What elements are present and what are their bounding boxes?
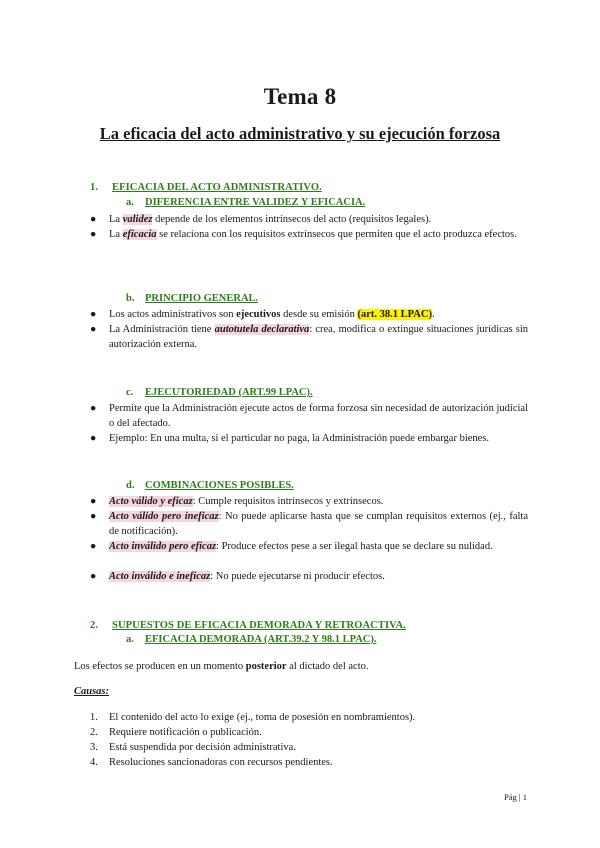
subsection-2a-heading — [126, 634, 377, 645]
bullet-item: ● La validez depende de los elementos intrínsecos del acto (requisitos legales). — [90, 212, 528, 227]
list-item: 3. Está suspendida por decisión administrativa. — [90, 742, 296, 753]
subsection-letter: b. — [126, 293, 135, 304]
highlight: eficacia — [122, 229, 157, 240]
highlight: Acto válido y eficaz — [109, 496, 193, 507]
paragraph: Los efectos se producen en un momento posterior al dictado del acto. — [74, 661, 369, 672]
section-1-heading — [90, 182, 322, 193]
highlight: (art. 38.1 LPAC) — [357, 309, 432, 320]
bullet-icon: ● — [90, 229, 97, 240]
bullet-item: ● Permite que la Administración ejecute actos de forma forzosa sin necesidad de autorización judicial o del afectado. — [90, 403, 528, 430]
bullet-icon: ● — [90, 309, 97, 320]
causas-label: Causas: — [74, 686, 110, 697]
list-item: 4. Resoluciones sancionadoras con recursos pendientes. — [90, 757, 333, 768]
subsection-letter: a. — [126, 197, 134, 208]
section-label: SUPUESTOS DE EFICACIA DEMORADA Y RETROACTIVA. — [112, 620, 406, 631]
list-item: 1. El contenido del acto lo exige (ej., toma de posesión en nombramientos). — [90, 712, 416, 723]
subsection-1c-heading — [126, 387, 313, 398]
subsection-label: COMBINACIONES POSIBLES. — [145, 480, 294, 491]
highlight: Acto válido pero ineficaz — [109, 511, 219, 522]
subsection-letter: d. — [126, 480, 135, 491]
bullet-icon: ● — [90, 403, 97, 414]
bullet-icon: ● — [90, 511, 97, 522]
subsection-label: DIFERENCIA ENTRE VALIDEZ Y EFICACIA. — [145, 197, 366, 208]
bullet-icon: ● — [90, 496, 97, 507]
section-number: 2. — [90, 620, 99, 631]
bullet-icon: ● — [90, 324, 97, 335]
subsection-1a-heading — [126, 197, 365, 208]
bullet-icon: ● — [90, 571, 97, 582]
bullet-item: ● Los actos administrativos son ejecutivos desde su emisión (art. 38.1 LPAC). — [90, 307, 528, 322]
bullet-item: ● Acto válido y eficaz: Cumple requisitos intrínsecos y extrínsecos. — [90, 494, 528, 509]
subsection-letter: c. — [126, 387, 134, 398]
subsection-label: PRINCIPIO GENERAL. — [145, 293, 259, 304]
section-label: EFICACIA DEL ACTO ADMINISTRATIVO. — [112, 182, 322, 193]
subsection-label: EFICACIA DEMORADA (ART.39.2 Y 98.1 LPAC). — [145, 634, 377, 645]
bullet-icon: ● — [90, 214, 97, 225]
page-subtitle: La eficacia del acto administrativo y su ejecución forzosa — [99, 124, 501, 143]
highlight: Acto inválido pero eficaz — [109, 541, 217, 552]
highlight: autotutela declarativa — [214, 324, 310, 335]
bullet-item: ● Acto inválido e ineficaz: No puede ejecutarse ni producir efectos. — [90, 569, 528, 584]
subsection-1b-heading — [126, 293, 258, 304]
highlight: Acto inválido e ineficaz — [109, 571, 211, 582]
bullet-item: ● La eficacia se relaciona con los requisitos extrínsecos que permiten que el acto produzca efectos. — [90, 227, 528, 242]
section-number: 1. — [90, 182, 99, 193]
bullet-item: ● La Administración tiene autotutela declarativa: crea, modifica o extingue situaciones jurídicas sin autorización externa. — [90, 324, 528, 351]
bullet-icon: ● — [90, 433, 97, 444]
subsection-letter: a. — [126, 634, 134, 645]
subsection-1d-heading — [126, 480, 294, 491]
bullet-item: ● Acto inválido pero eficaz: Produce efectos pese a ser ilegal hasta que se declare su nulidad. — [90, 539, 528, 554]
bullet-icon: ● — [90, 541, 97, 552]
section-2-heading — [90, 620, 406, 631]
bullet-item: ● Acto válido pero ineficaz: No puede aplicarse hasta que se cumplan requisitos externos (ej., falta de notificación). — [90, 511, 528, 538]
bullet-item: ● Ejemplo: En una multa, si el particular no paga, la Administración puede embargar bienes. — [90, 431, 528, 446]
page-number: Pág | 1 — [504, 792, 527, 802]
subsection-label: EJECUTORIEDAD (ART.99 LPAC). — [145, 387, 313, 398]
highlight: validez — [122, 214, 153, 225]
page-title: Tema 8 — [263, 84, 337, 109]
list-item: 2. Requiere notificación o publicación. — [90, 727, 262, 738]
